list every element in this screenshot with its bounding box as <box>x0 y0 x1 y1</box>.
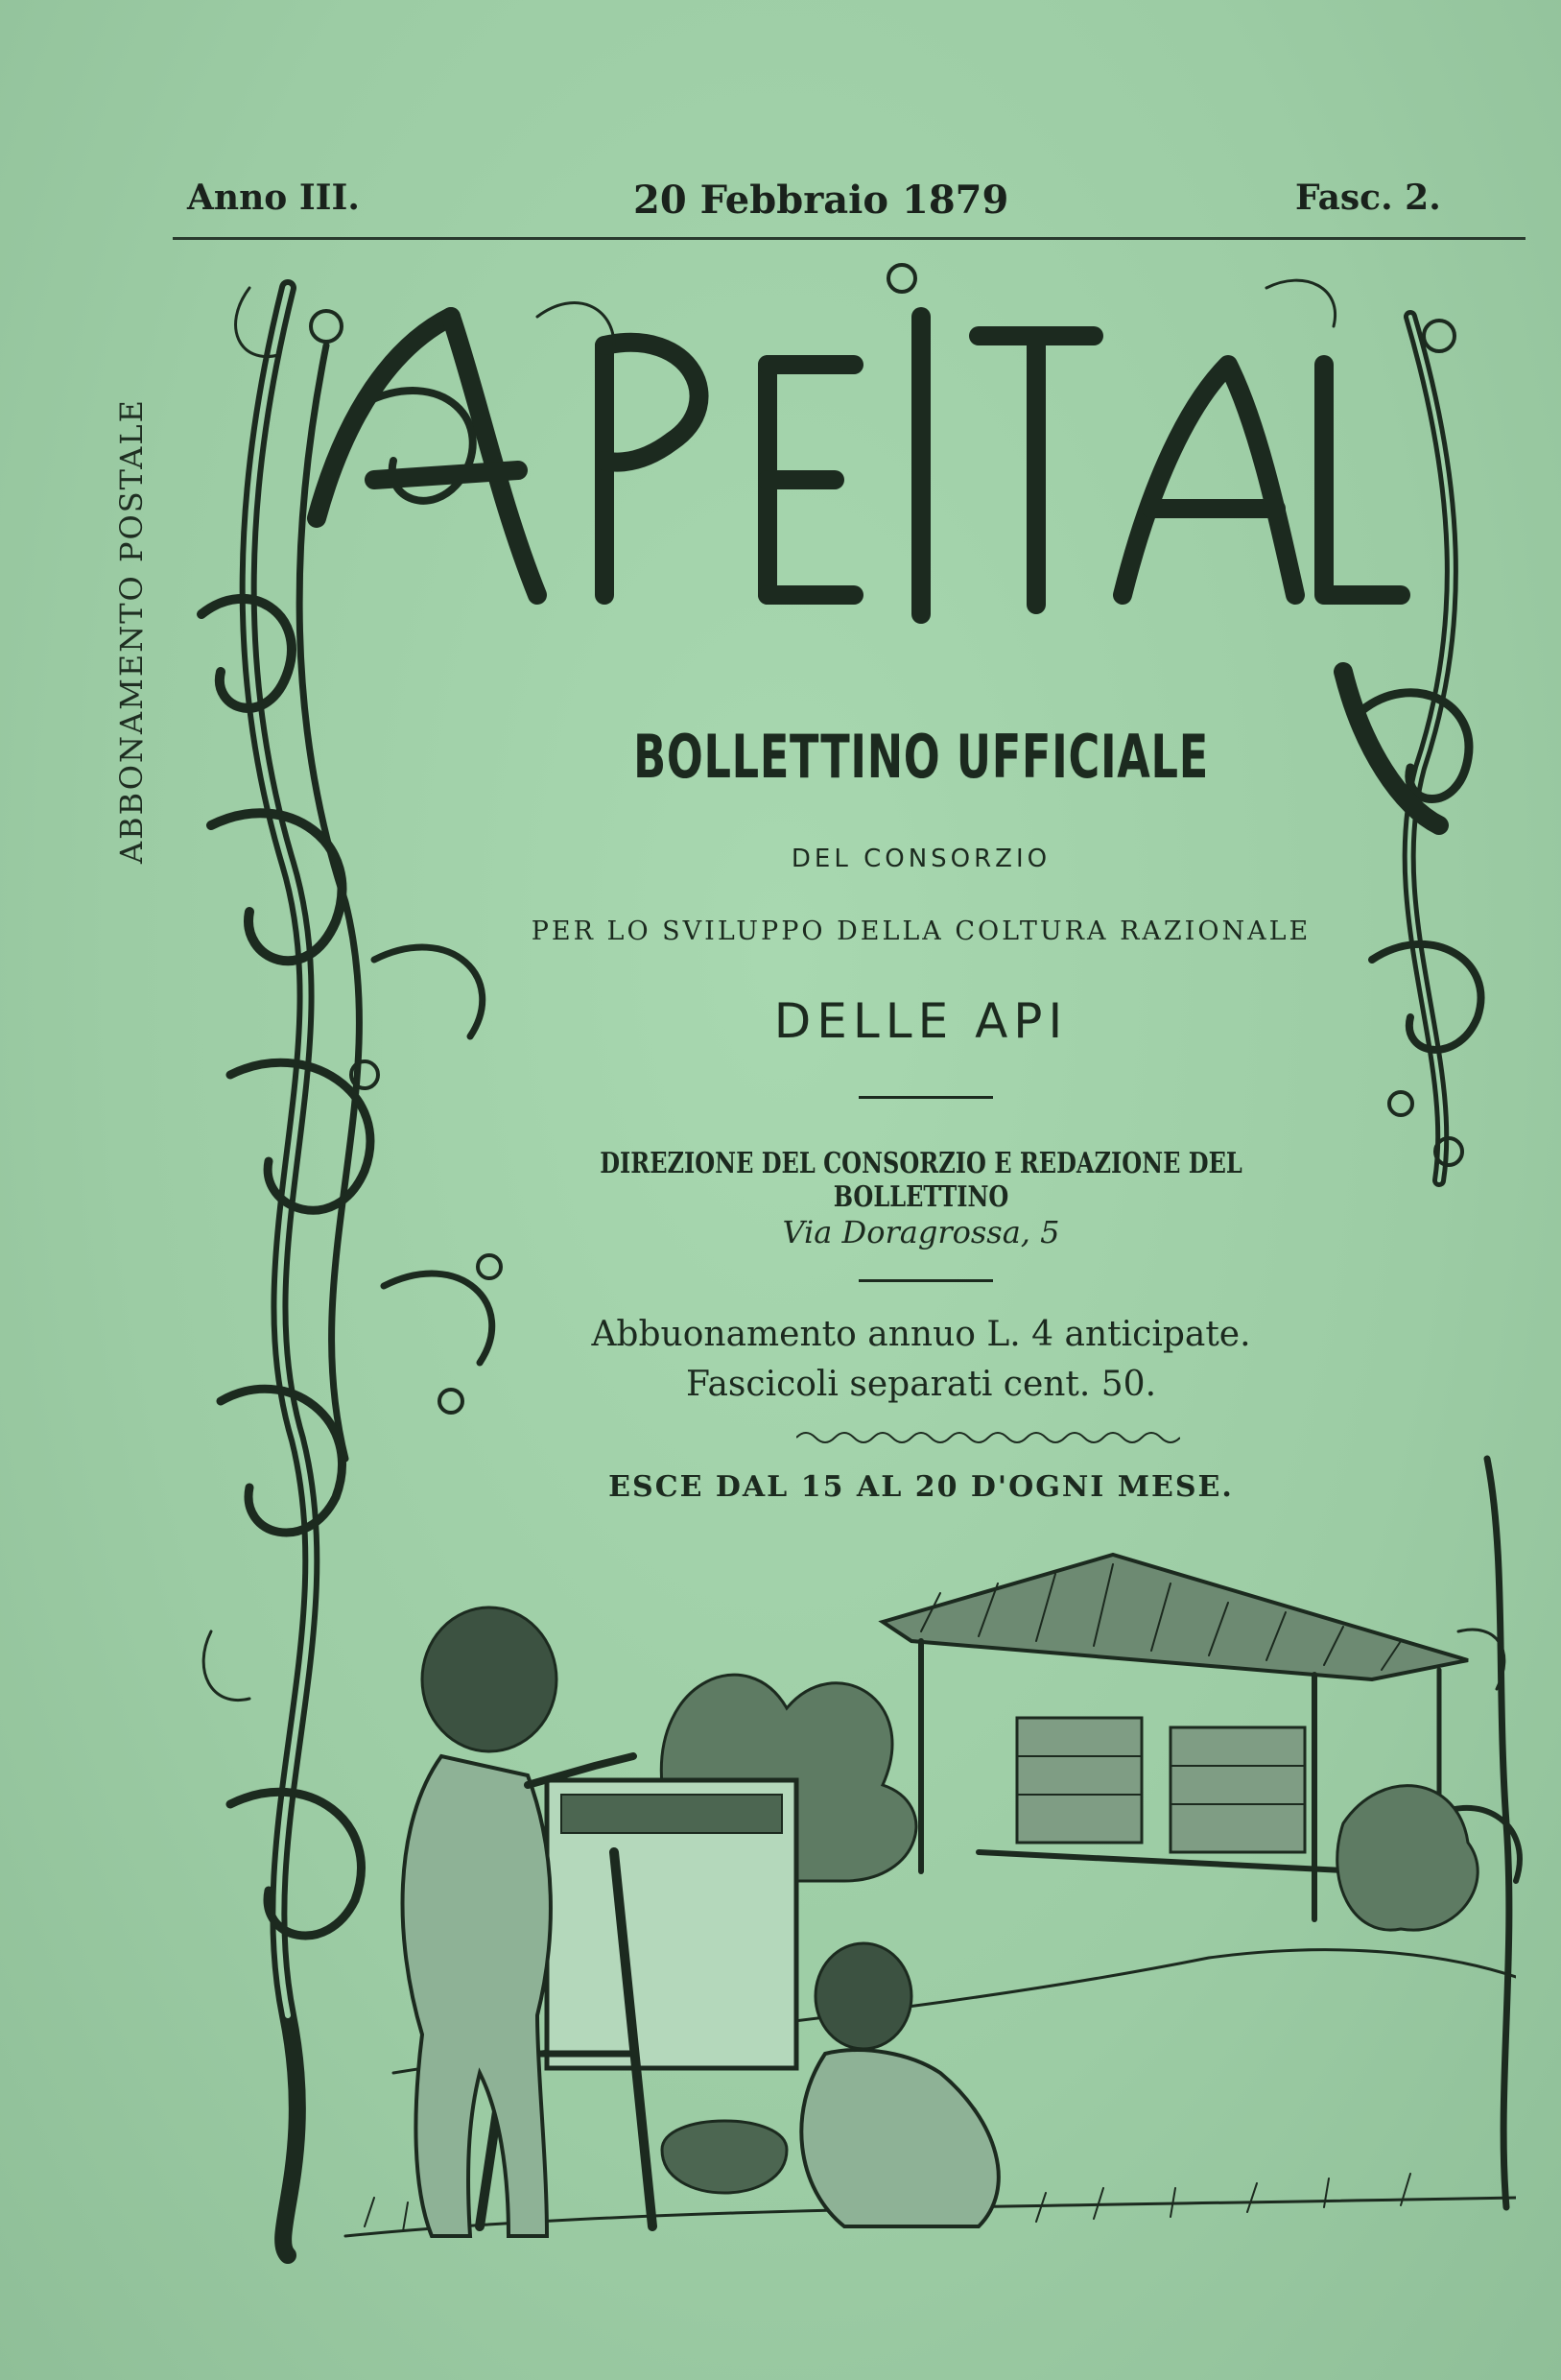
beekeeping-engraving <box>249 1535 1516 2265</box>
bulletin-title: BOLLETTINO UFFICIALE <box>633 722 1209 792</box>
divider-rule <box>859 1096 993 1099</box>
purpose-line: PER LO SVILUPPO DELLA COLTURA RAZIONALE <box>531 916 1312 946</box>
postal-label: ABBONAMENTO POSTALE <box>113 398 150 864</box>
consortium-line: DEL CONSORZIO <box>791 845 1052 873</box>
wavy-divider <box>796 1428 1180 1447</box>
issue-number: Fasc. 2. <box>1295 178 1441 218</box>
subscription-price: Abbuonamento annuo L. 4 anticipate. <box>591 1315 1251 1354</box>
issue-date: 20 Febbraio 1879 <box>633 178 1009 223</box>
divider-rule-2 <box>859 1279 993 1282</box>
issue-year: Anno III. <box>187 178 360 218</box>
bees-title: DELLE API <box>773 993 1069 1049</box>
editorial-office: DIREZIONE DEL CONSORZIO E REDAZIONE DEL BOLLETTINO <box>600 1147 1242 1214</box>
address-line: Via Doragrossa, 5 <box>782 1214 1060 1250</box>
publication-schedule: ESCE DAL 15 AL 20 D'OGNI MESE. <box>608 1470 1234 1504</box>
single-issue-price: Fascicoli separati cent. 50. <box>685 1365 1157 1404</box>
